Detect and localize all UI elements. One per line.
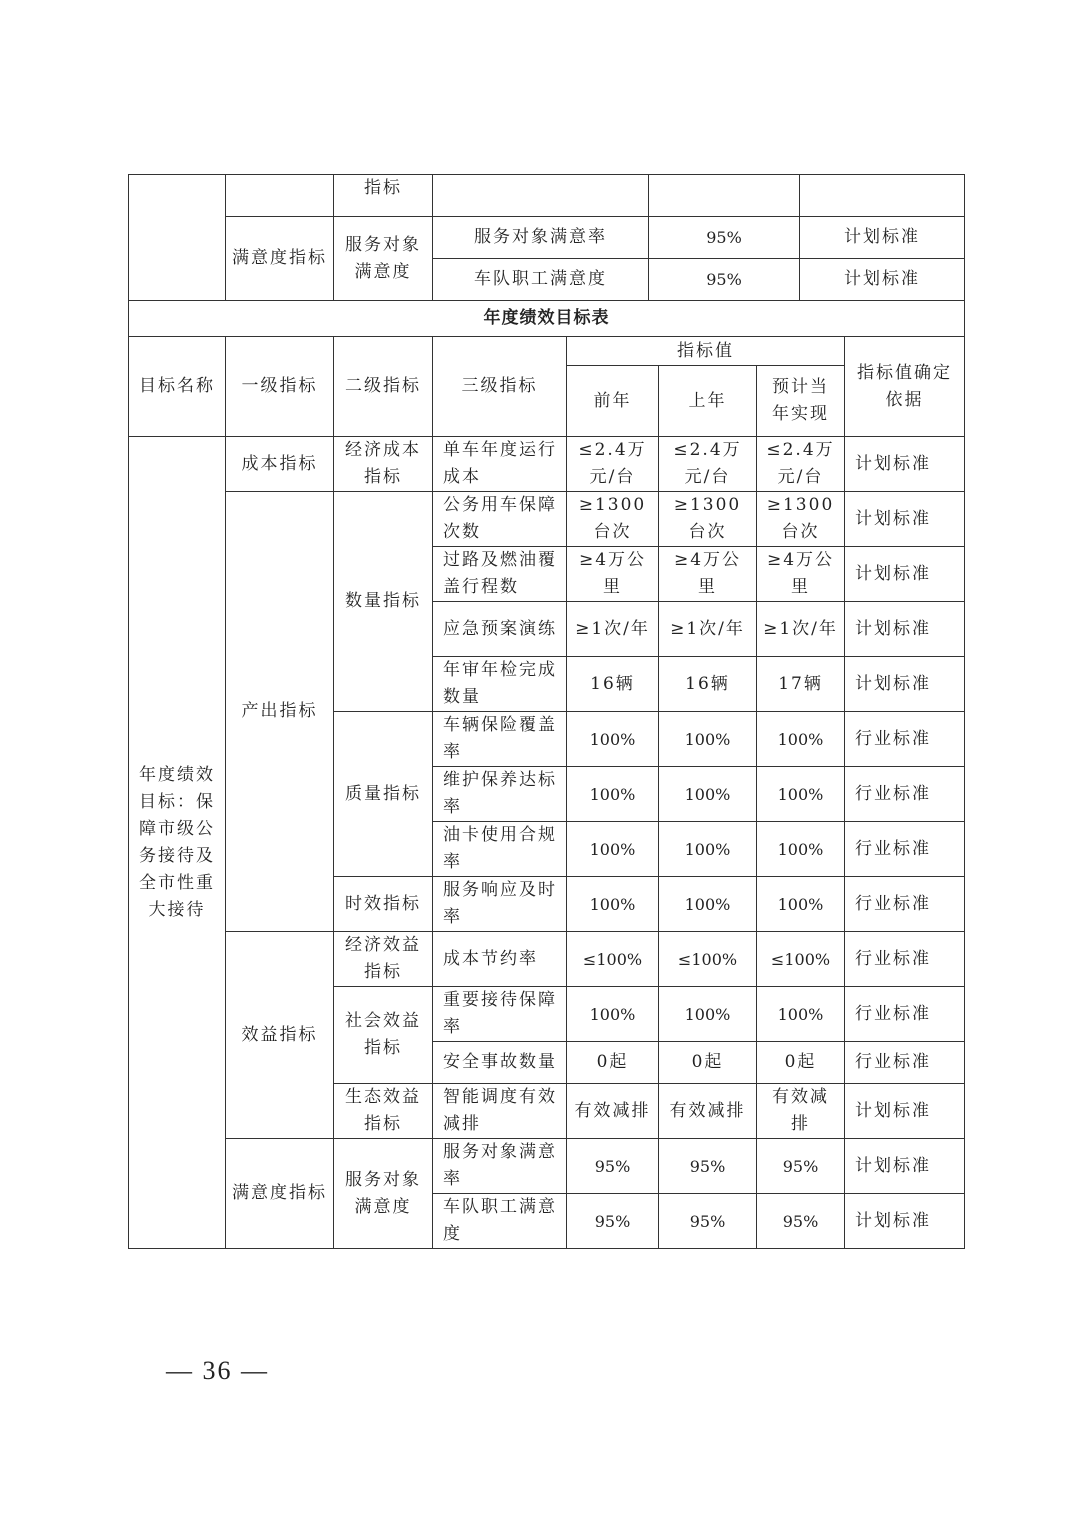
level3-cell: 智能调度有效减排: [433, 1084, 567, 1139]
prev-value: 100%: [567, 877, 659, 932]
prev-value: 16辆: [567, 657, 659, 712]
level3-cell: 车队职工满意度: [433, 1194, 567, 1249]
level1-output: 产出指标: [226, 492, 334, 932]
empty-cell: [226, 175, 334, 217]
prev-value: 95%: [567, 1139, 659, 1194]
expected-value: ≥1300台次: [757, 492, 845, 547]
expected-value: 95%: [757, 1194, 845, 1249]
level2-eco-benefit: 生态效益指标: [334, 1084, 433, 1139]
level1-benefit: 效益指标: [226, 932, 334, 1139]
expected-value: ≤2.4万元/台: [757, 437, 845, 492]
last-value: 95%: [659, 1194, 757, 1249]
prev-value: 有效减排: [567, 1084, 659, 1139]
level2-social-benefit: 社会效益指标: [334, 987, 433, 1084]
last-value: ≥1次/年: [659, 602, 757, 657]
level3-cell: 车辆保险覆盖率: [433, 712, 567, 767]
level1-satisfaction: 满意度指标: [226, 1139, 334, 1249]
level3-cell: 单车年度运行成本: [433, 437, 567, 492]
previous-table-continuation: [128, 174, 965, 337]
prev-value: ≥1次/年: [567, 602, 659, 657]
header-expected: 预计当年实现: [757, 366, 845, 437]
level3-cell: 重要接待保障率: [433, 987, 567, 1042]
basis-cell: 行业标准: [845, 932, 965, 987]
last-value: ≤100%: [659, 932, 757, 987]
last-value: 16辆: [659, 657, 757, 712]
level3-cell: 油卡使用合规率: [433, 822, 567, 877]
empty-cell: [800, 175, 965, 217]
prev-value: ≤100%: [567, 932, 659, 987]
expected-value: 有效减排: [757, 1084, 845, 1139]
header-level1: 一级指标: [226, 337, 334, 437]
basis-cell: 计划标准: [845, 1194, 965, 1249]
basis-cell: 计划标准: [845, 547, 965, 602]
level3-cell: 应急预案演练: [433, 602, 567, 657]
basis-cell: 计划标准: [845, 1084, 965, 1139]
last-value: 100%: [659, 822, 757, 877]
expected-value: ≥4万公里: [757, 547, 845, 602]
level2-economic-cost: 经济成本指标: [334, 437, 433, 492]
level1-cost: 成本指标: [226, 437, 334, 492]
annual-performance-table: [128, 336, 965, 1249]
level3-cell: 成本节约率: [433, 932, 567, 987]
level3-cell: 服务对象满意率: [433, 217, 649, 259]
level2-service-satisfaction: 服务对象满意度: [334, 1139, 433, 1249]
header-level2: 二级指标: [334, 337, 433, 437]
level2-service-satisfaction: 服务对象满意度: [334, 217, 433, 301]
annual-table-title: 年度绩效目标表: [129, 301, 965, 337]
expected-value: 100%: [757, 877, 845, 932]
expected-value: 100%: [757, 987, 845, 1042]
last-value: 100%: [659, 877, 757, 932]
last-value: 100%: [659, 987, 757, 1042]
level3-cell: 安全事故数量: [433, 1042, 567, 1084]
level3-cell: 过路及燃油覆盖行程数: [433, 547, 567, 602]
level1-satisfaction: 满意度指标: [226, 217, 334, 301]
expected-value: 100%: [757, 822, 845, 877]
basis-cell: 计划标准: [800, 217, 965, 259]
last-value: 有效减排: [659, 1084, 757, 1139]
prev-value: ≤2.4万元/台: [567, 437, 659, 492]
expected-value: 100%: [757, 767, 845, 822]
value-cell: 95%: [649, 259, 800, 301]
level2-quantity: 数量指标: [334, 492, 433, 712]
header-goal-name: 目标名称: [129, 337, 226, 437]
value-cell: 95%: [649, 217, 800, 259]
level3-cell: 车队职工满意度: [433, 259, 649, 301]
expected-value: 100%: [757, 712, 845, 767]
prev-value: 95%: [567, 1194, 659, 1249]
page-number: — 36 —: [166, 1356, 269, 1385]
basis-cell: 计划标准: [845, 602, 965, 657]
prev-value: ≥1300台次: [567, 492, 659, 547]
basis-cell: 计划标准: [800, 259, 965, 301]
basis-cell: 计划标准: [845, 437, 965, 492]
level3-cell: 公务用车保障次数: [433, 492, 567, 547]
goal-name-cell: [129, 175, 226, 301]
prev-value: ≥4万公里: [567, 547, 659, 602]
basis-cell: 行业标准: [845, 822, 965, 877]
empty-cell: [433, 175, 649, 217]
header-value-group: 指标值: [567, 337, 845, 366]
basis-cell: 行业标准: [845, 767, 965, 822]
expected-value: 95%: [757, 1139, 845, 1194]
basis-cell: 行业标准: [845, 877, 965, 932]
header-level3: 三级指标: [433, 337, 567, 437]
prev-value: 100%: [567, 712, 659, 767]
level2-cell: 指标: [334, 175, 433, 217]
header-prev-year: 前年: [567, 366, 659, 437]
goal-cell: 年度绩效目标：保障市级公务接待及全市性重大接待: [129, 437, 226, 1249]
prev-value: 100%: [567, 822, 659, 877]
level3-cell: 服务对象满意率: [433, 1139, 567, 1194]
basis-cell: 计划标准: [845, 657, 965, 712]
prev-value: 0起: [567, 1042, 659, 1084]
last-value: 100%: [659, 712, 757, 767]
basis-cell: 行业标准: [845, 1042, 965, 1084]
last-value: ≥4万公里: [659, 547, 757, 602]
basis-cell: 计划标准: [845, 492, 965, 547]
header-last-year: 上年: [659, 366, 757, 437]
level3-cell: 服务响应及时率: [433, 877, 567, 932]
level2-economic-benefit: 经济效益指标: [334, 932, 433, 987]
empty-cell: [649, 175, 800, 217]
expected-value: 0起: [757, 1042, 845, 1084]
last-value: 95%: [659, 1139, 757, 1194]
basis-cell: 行业标准: [845, 712, 965, 767]
prev-value: 100%: [567, 767, 659, 822]
level3-cell: 维护保养达标率: [433, 767, 567, 822]
basis-cell: 行业标准: [845, 987, 965, 1042]
basis-cell: 计划标准: [845, 1139, 965, 1194]
prev-value: 100%: [567, 987, 659, 1042]
expected-value: ≤100%: [757, 932, 845, 987]
level2-timeliness: 时效指标: [334, 877, 433, 932]
level2-quality: 质量指标: [334, 712, 433, 877]
expected-value: 17辆: [757, 657, 845, 712]
level3-cell: 年审年检完成数量: [433, 657, 567, 712]
expected-value: ≥1次/年: [757, 602, 845, 657]
last-value: ≥1300台次: [659, 492, 757, 547]
last-value: 100%: [659, 767, 757, 822]
last-value: 0起: [659, 1042, 757, 1084]
header-basis: 指标值确定依据: [845, 337, 965, 437]
last-value: ≤2.4万元/台: [659, 437, 757, 492]
